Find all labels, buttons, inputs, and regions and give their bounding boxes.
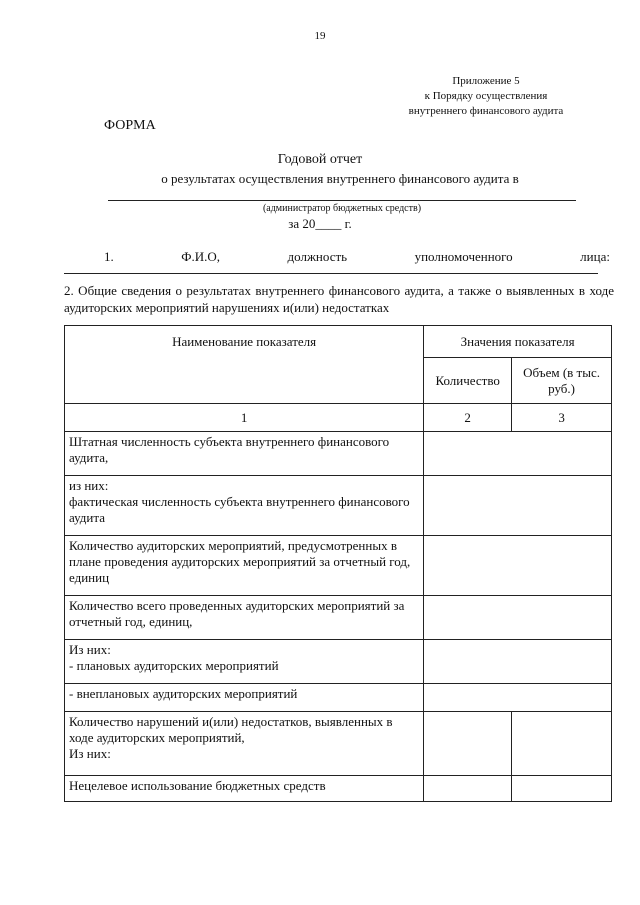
table-row-label: Количество всего проведенных аудиторских мероприятий за отчетный год, единиц, [65, 596, 424, 640]
form-label: ФОРМА [104, 118, 156, 133]
admin-caption: (администратор бюджетных средств) [262, 203, 422, 214]
fio-fill-line [64, 273, 598, 274]
column-number-3: 3 [512, 404, 612, 432]
column-number-2: 2 [424, 404, 512, 432]
header-volume: Объем (в тыс. руб.) [512, 358, 612, 404]
table-row-label: Штатная численность субъекта внутреннего финансового аудита, [65, 432, 424, 476]
table-row-value [512, 776, 612, 802]
table-row-label: Количество аудиторских мероприятий, предусмотренных в плане проведения аудиторских мероприятий за отчетный год, единиц [65, 536, 424, 596]
table-row-value [424, 476, 612, 536]
report-title: Годовой отчет [277, 152, 363, 167]
table-row-value [424, 776, 512, 802]
item-1-position: должность [287, 249, 348, 264]
item-1-person: лица: [580, 249, 610, 264]
header-quantity: Количество [424, 358, 512, 404]
header-indicator-name: Наименование показателя [65, 326, 424, 404]
appendix-heading [360, 74, 612, 119]
report-year: за 20____ г. [288, 216, 352, 231]
item-2-paragraph: 2. Общие сведения о результатах внутреннего финансового аудита, а также о выявленных в ходе аудиторских мероприятий нарушениях и(или) недостатках [64, 283, 614, 315]
table-row-label: Из них: - плановых аудиторских мероприятий [65, 640, 424, 684]
table-row-value [424, 432, 612, 476]
table-row-value [424, 536, 612, 596]
table-row-value [424, 640, 612, 684]
table-row-label: из них: фактическая численность субъекта внутреннего финансового аудита [65, 476, 424, 536]
appendix-line-3: внутреннего финансового аудита [408, 105, 564, 117]
table-row-label: Количество нарушений и(или) недостатков, выявленных в ходе аудиторских мероприятий, Из них: [65, 712, 424, 776]
table-row-label: Нецелевое использование бюджетных средств [65, 776, 424, 802]
item-1-fio: Ф.И.О, [181, 249, 221, 264]
report-subtitle: о результатах осуществления внутреннего финансового аудита в [161, 171, 519, 186]
page-number: 19 [314, 30, 326, 42]
table-row-value [424, 596, 612, 640]
table-row-label: - внеплановых аудиторских мероприятий [65, 684, 424, 712]
header-indicator-values: Значения показателя [424, 326, 612, 358]
appendix-line-2: к Порядку осуществления [424, 90, 548, 102]
table-row-value [512, 712, 612, 776]
item-1-line [104, 249, 610, 265]
audit-results-table [64, 325, 612, 802]
appendix-line-1: Приложение 5 [452, 75, 520, 87]
table-row-value [424, 684, 612, 712]
column-number-1: 1 [65, 404, 424, 432]
admin-fill-line [108, 200, 576, 201]
table-row-value [424, 712, 512, 776]
item-1-number: 1. [104, 249, 114, 264]
item-1-authorized: уполномоченного [414, 249, 513, 264]
